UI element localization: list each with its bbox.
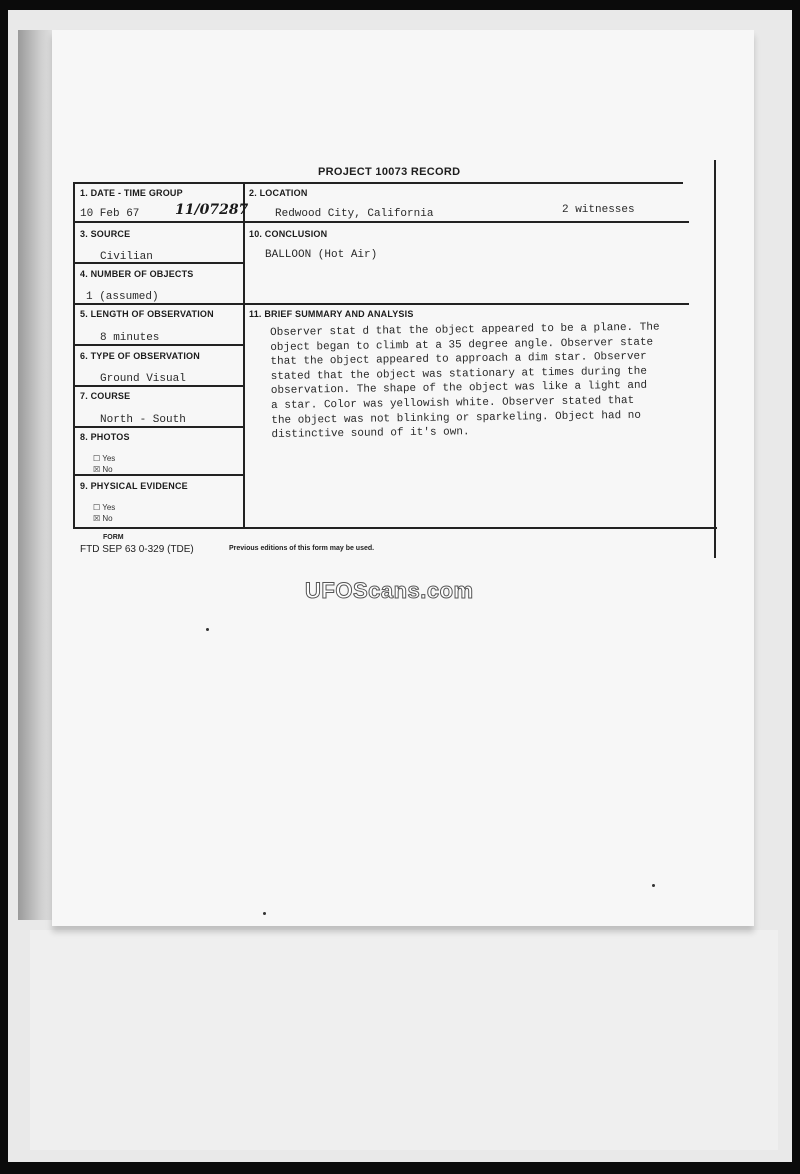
- date-time-group-label: 1. DATE - TIME GROUP: [80, 188, 183, 198]
- summary-line: a star. Color was yellowish white. Observer stated that: [271, 394, 635, 412]
- number-of-objects-label: 4. NUMBER OF OBJECTS: [80, 269, 194, 279]
- checkbox-checked-icon: ☒: [93, 514, 103, 523]
- conclusion-value: BALLOON (Hot Air): [265, 249, 378, 261]
- form-top-border: [73, 182, 683, 184]
- photos-label: 8. PHOTOS: [80, 432, 130, 442]
- date-time-group-value: 10 Feb 67: [80, 208, 140, 220]
- summary-line: observation. The shape of the object was like a light and: [270, 380, 648, 398]
- scan-speck: [206, 628, 209, 631]
- form-edition-note: Previous editions of this form may be used.: [229, 545, 375, 552]
- course-value: North - South: [100, 414, 186, 426]
- record-page: [52, 30, 754, 926]
- watermark: UFOScans.com: [305, 578, 474, 603]
- location-label: 2. LOCATION: [249, 188, 308, 198]
- course-label: 7. COURSE: [80, 391, 131, 401]
- scan-speck: [263, 912, 266, 915]
- form-row-divider: [73, 262, 245, 264]
- length-of-observation-value: 8 minutes: [100, 332, 160, 344]
- form-row-divider: [73, 221, 689, 223]
- form-right-border: [714, 160, 716, 558]
- form-row-divider: [73, 385, 245, 387]
- type-of-observation-value: Ground Visual: [100, 373, 186, 385]
- summary-label: 11. BRIEF SUMMARY AND ANALYSIS: [249, 309, 414, 319]
- form-left-border: [73, 182, 75, 529]
- number-of-objects-value: 1 (assumed): [86, 291, 159, 303]
- form-bottom-border: [73, 527, 717, 529]
- physical-evidence-no-option: ☒ No: [93, 514, 113, 523]
- form-row-divider: [73, 303, 689, 305]
- physical-evidence-yes-option: ☐ Yes: [93, 503, 116, 512]
- page-edge-shadow: [18, 30, 56, 920]
- source-value: Civilian: [100, 251, 153, 263]
- type-of-observation-label: 6. TYPE OF OBSERVATION: [80, 351, 200, 361]
- form-row-divider: [73, 344, 245, 346]
- form-row-divider: [73, 426, 245, 428]
- summary-text: [270, 320, 692, 443]
- summary-line: stated that the object was stationary at times during the: [270, 365, 648, 383]
- location-value: Redwood City, California: [275, 208, 434, 220]
- summary-line: distinctive sound of it's own.: [271, 426, 470, 442]
- physical-evidence-label: 9. PHYSICAL EVIDENCE: [80, 481, 188, 491]
- checkbox-checked-icon: ☒: [93, 465, 103, 474]
- source-label: 3. SOURCE: [80, 229, 131, 239]
- conclusion-label: 10. CONCLUSION: [249, 229, 328, 239]
- photos-no-option: ☒ No: [93, 465, 113, 474]
- form-column-divider: [243, 182, 245, 529]
- handwritten-number: 11/07287: [175, 202, 249, 218]
- form-code: FTD SEP 63 0-329 (TDE): [80, 544, 194, 555]
- form-row-divider: [73, 474, 245, 476]
- underlying-page: [30, 930, 778, 1150]
- form-word: FORM: [103, 534, 124, 541]
- summary-line: that the object appeared to approach a dim star. Observer: [270, 350, 647, 369]
- summary-line: the object was not blinking or sparkeling. Object had no: [271, 409, 642, 427]
- summary-line: object began to climb at a 35 degree angle. Observer state: [270, 336, 654, 354]
- photos-yes-option: ☐ Yes: [93, 454, 116, 463]
- summary-line: Observer stat d that the object appeared to be a plane. The: [270, 321, 660, 339]
- checkbox-empty-icon: ☐: [93, 503, 103, 512]
- length-of-observation-label: 5. LENGTH OF OBSERVATION: [80, 309, 214, 319]
- document-title: PROJECT 10073 RECORD: [318, 166, 461, 178]
- witnesses-value: 2 witnesses: [562, 204, 635, 216]
- scan-speck: [652, 884, 655, 887]
- checkbox-empty-icon: ☐: [93, 454, 103, 463]
